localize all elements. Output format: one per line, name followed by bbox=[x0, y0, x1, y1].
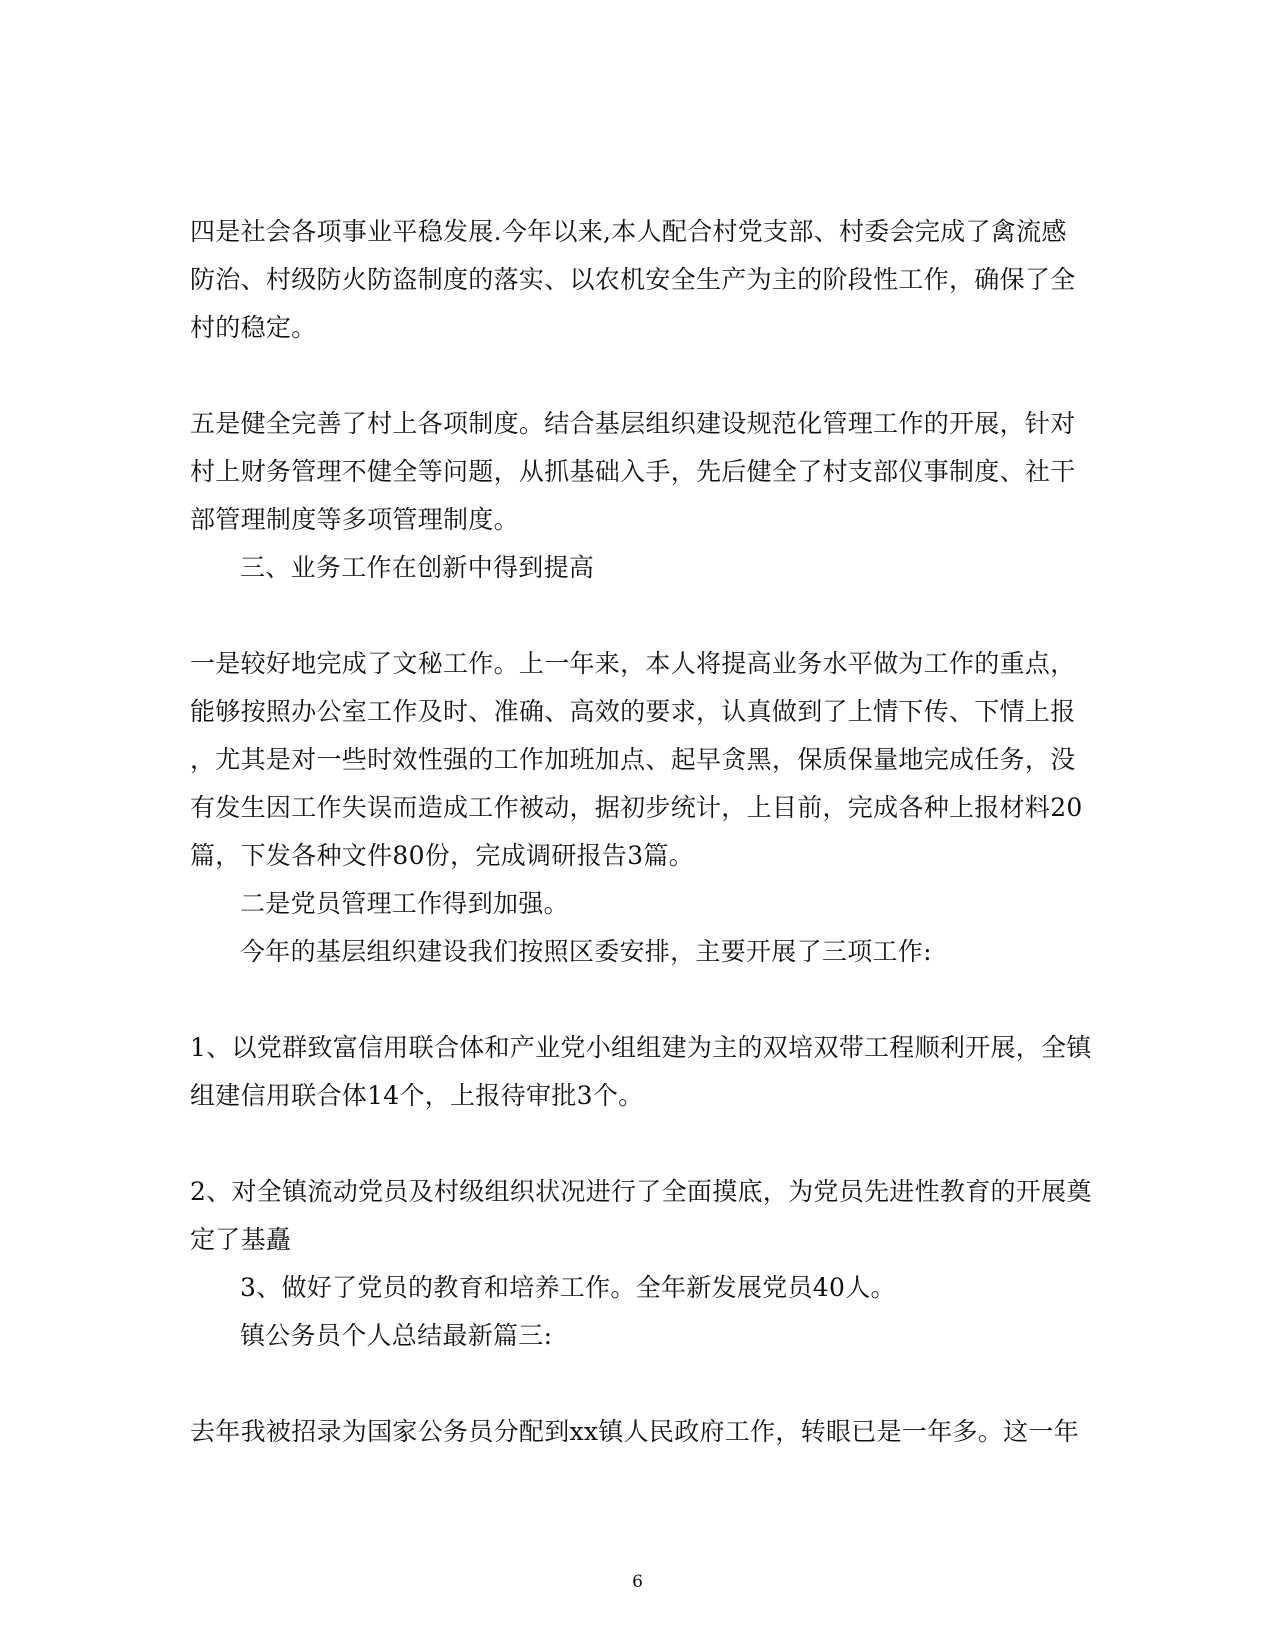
text-line: 能够按照办公室工作及时、准确、高效的要求，认真做到了上情下传、下情上报 bbox=[190, 697, 1076, 726]
text-line: 部管理制度等多项管理制度。 bbox=[190, 505, 519, 534]
section-heading: 三、业务工作在创新中得到提高 bbox=[240, 553, 595, 582]
text-line: 五是健全完善了村上各项制度。结合基层组织建设规范化管理工作的开展，针对 bbox=[190, 409, 1076, 438]
text-line: 四是社会各项事业平稳发展.今年以来,本人配合村党支部、村委会完成了禽流感 bbox=[190, 217, 1067, 246]
list-item: 2、对全镇流动党员及村级组织状况进行了全面摸底，为党员先进性教育的开展奠 bbox=[190, 1177, 1092, 1206]
text-line: ，尤其是对一些时效性强的工作加班加点、起早贪黑，保质保量地完成任务，没 bbox=[190, 745, 1076, 774]
section-heading: 镇公务员个人总结最新篇三: bbox=[240, 1321, 553, 1350]
text-line: 二是党员管理工作得到加强。 bbox=[240, 889, 569, 918]
page-number: 6 bbox=[632, 1572, 643, 1592]
list-item: 3、做好了党员的教育和培养工作。全年新发展党员40人。 bbox=[240, 1273, 896, 1302]
text-line: 组建信用联合体14个，上报待审批3个。 bbox=[190, 1081, 644, 1110]
text-line: 去年我被招录为国家公务员分配到xx镇人民政府工作，转眼已是一年多。这一年 bbox=[190, 1417, 1080, 1446]
text-line: 村上财务管理不健全等问题，从抓基础入手，先后健全了村支部仪事制度、社干 bbox=[190, 457, 1076, 486]
text-line: 定了基矗 bbox=[190, 1225, 292, 1254]
text-line: 一是较好地完成了文秘工作。上一年来，本人将提高业务水平做为工作的重点， bbox=[190, 649, 1076, 678]
text-line: 有发生因工作失误而造成工作被动，据初步统计，上目前，完成各种上报材料20 bbox=[190, 793, 1083, 822]
text-line: 今年的基层组织建设我们按照区委安排，主要开展了三项工作: bbox=[240, 937, 932, 966]
text-line: 篇，下发各种文件80份，完成调研报告3篇。 bbox=[190, 841, 695, 870]
text-line: 防治、村级防火防盗制度的落实、以农机安全生产为主的阶段性工作，确保了全 bbox=[190, 265, 1076, 294]
list-item: 1、以党群致富信用联合体和产业党小组组建为主的双培双带工程顺利开展，全镇 bbox=[190, 1033, 1092, 1062]
text-line: 村的稳定。 bbox=[190, 313, 317, 342]
